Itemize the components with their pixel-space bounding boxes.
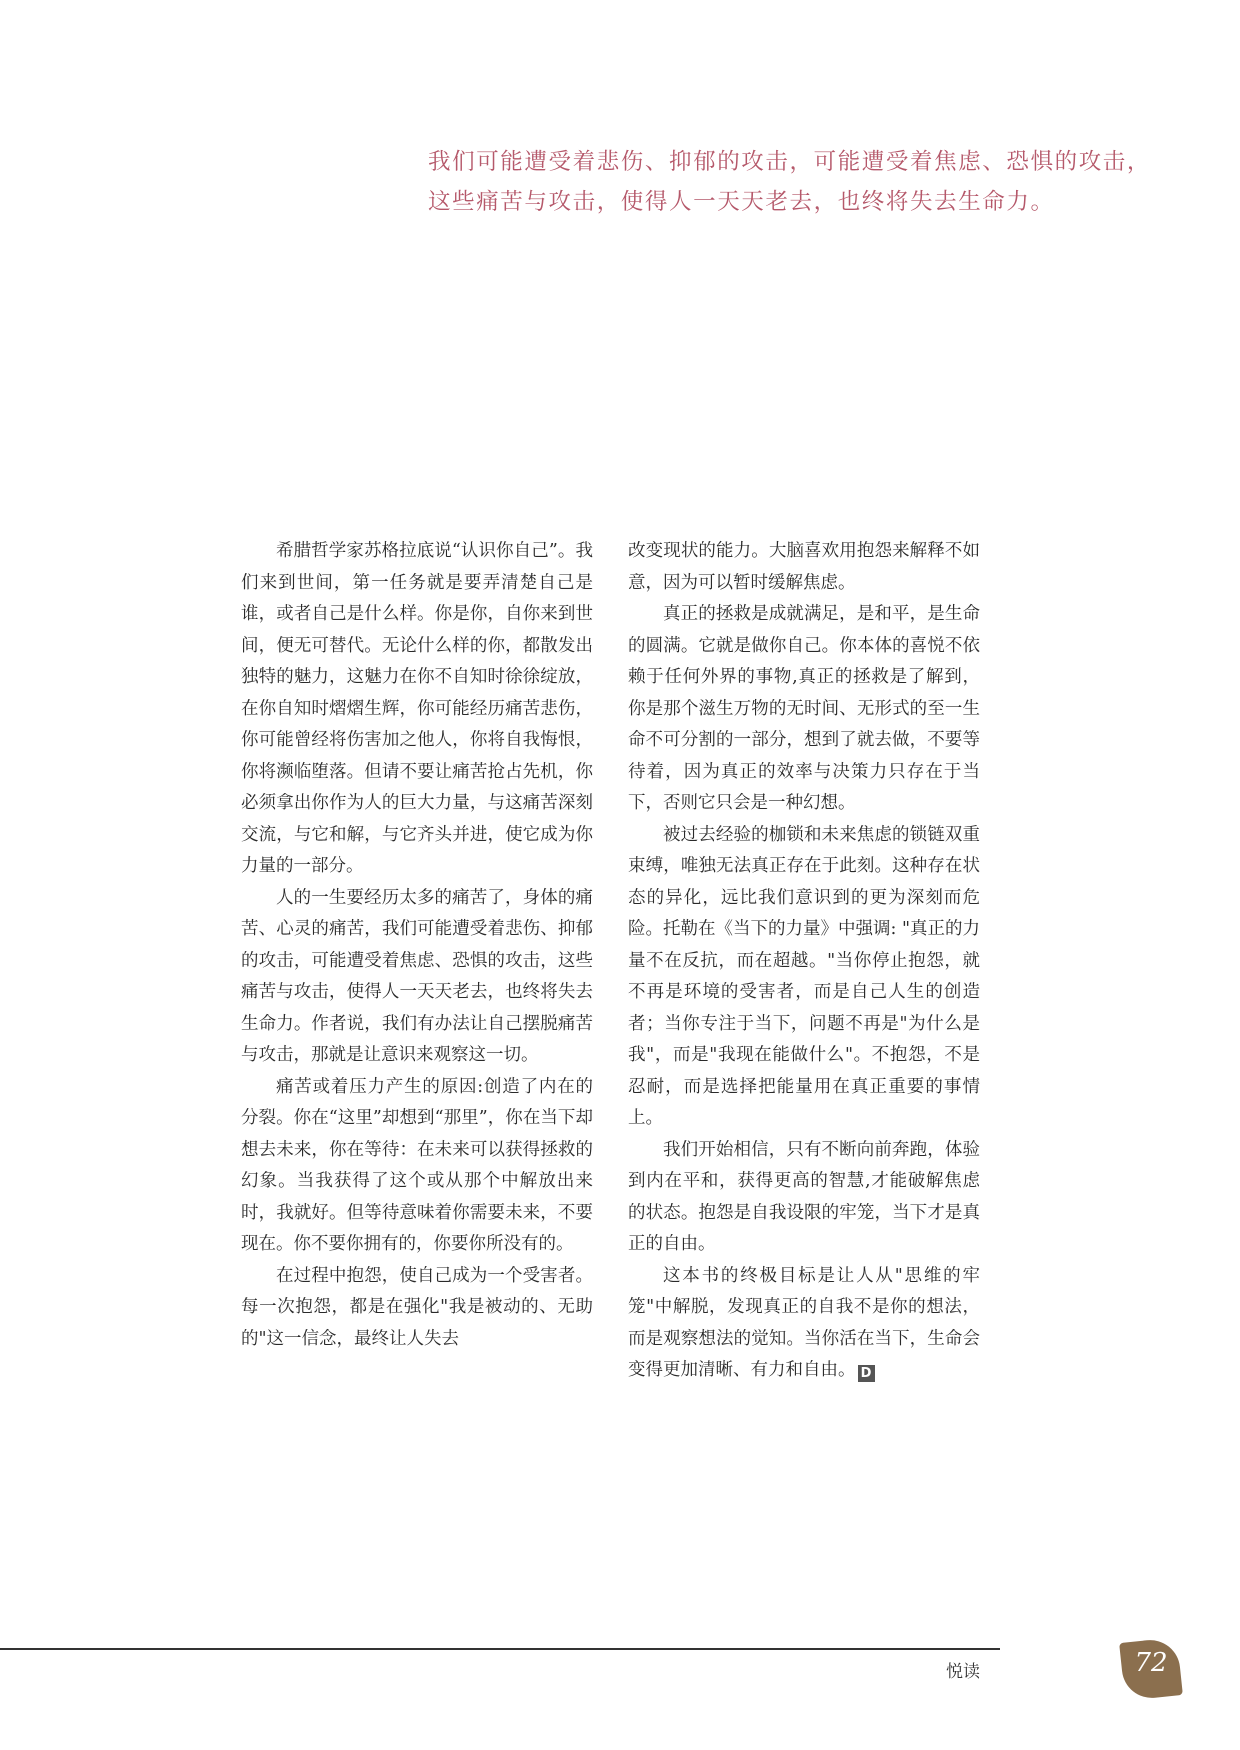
paragraph: 真正的拯救是成就满足，是和平，是生命的圆满。它就是做你自己。你本体的喜悦不依赖于任何外界的事物,真正的拯救是了解到，你是那个滋生万物的无时间、无形式的至一生命不可分割的一部分，想到了就去做，不要等待着，因为真正的效率与决策力只存在于当下，否则它只会是一种幻想。: [628, 604, 980, 813]
paragraph: 我们开始相信，只有不断向前奔跑，体验到内在平和，获得更高的智慧,才能破解焦虑的状态。抱怨是自我设限的牢笼，当下才是真正的自由。: [628, 1139, 980, 1254]
paragraph: 痛苦或着压力产生的原因:创造了内在的分裂。你在“这里”却想到“那里”，你在当下却想去未来，你在等待：在未来可以获得拯救的幻象。当我获得了这个或从那个中解放出来时，我就好。但等待意味着你需要未来，不要现在。你不要你拥有的，你要你所没有的。: [241, 1076, 593, 1254]
paragraph: 在过程中抱怨，使自己成为一个受害者。每一次抱怨，都是在强化"我是被动的、无助的"这一信念，最终让人失去: [241, 1265, 593, 1349]
page-number: 72: [1134, 1648, 1168, 1678]
pull-quote: [428, 142, 1218, 222]
paragraph: 人的一生要经历太多的痛苦了，身体的痛苦、心灵的痛苦，我们可能遭受着悲伤、抑郁的攻击，可能遭受着焦虑、恐惧的攻击，这些痛苦与攻击，使得人一天天老去，也终将失去生命力。作者说，我们有办法让自己摆脱痛苦与攻击，那就是让意识来观察这一切。: [241, 887, 593, 1065]
end-mark-icon: D: [858, 1365, 875, 1382]
article-column-right: [628, 536, 980, 1387]
paragraph: 希腊哲学家苏格拉底说“认识你自己”。我们来到世间，第一任务就是要弄清楚自己是谁，或者自己是什么样。你是你，自你来到世间，便无可替代。无论什么样的你，都散发出独特的魅力，这魅力在你不自知时徐徐绽放，在你自知时熠熠生辉，你可能经历痛苦悲伤，你可能曾经将伤害加之他人，你将自我悔恨，你将濒临堕落。但请不要让痛苦抢占先机，你必须拿出你作为人的巨大力量，与这痛苦深刻交流，与它和解，与它齐头并进，使它成为你力量的一部分。: [241, 541, 593, 876]
paragraph: 被过去经验的枷锁和未来焦虑的锁链双重束缚，唯独无法真正存在于此刻。这种存在状态的异化，远比我们意识到的更为深刻而危险。托勒在《当下的力量》中强调: "真正的力量不在反抗，而在超越。"当你停止抱怨，就不再是环境的受害者，而是自己人生的创造者；当你专注于当下，问题不再是"为什么是我"，而是"我现在能做什么"。不抱怨，不是忍耐，而是选择把能量用在真正重要的事情上。: [628, 824, 981, 1128]
footer-rule: [0, 1648, 1000, 1650]
paragraph-continuation: 改变现状的能力。大脑喜欢用抱怨来解释不如意，因为可以暂时缓解焦虑。: [628, 541, 980, 593]
article-column-left: [241, 536, 593, 1355]
pull-quote-line: 这些痛苦与攻击，使得人一天天老去，也终将失去生命力。: [428, 189, 1055, 215]
last-paragraph-text: 这本书的终极目标是让人从"思维的牢笼"中解脱，发现真正的自我不是你的想法，而是观察想法的觉知。当你活在当下，生命会变得更加清晰、有力和自由。: [628, 1265, 980, 1380]
paragraph-last: [628, 1261, 980, 1387]
magazine-name: 悦读: [946, 1662, 980, 1682]
pull-quote-line: 我们可能遭受着悲伤、抑郁的攻击，可能遭受着焦虑、恐惧的攻击，: [428, 149, 1152, 175]
